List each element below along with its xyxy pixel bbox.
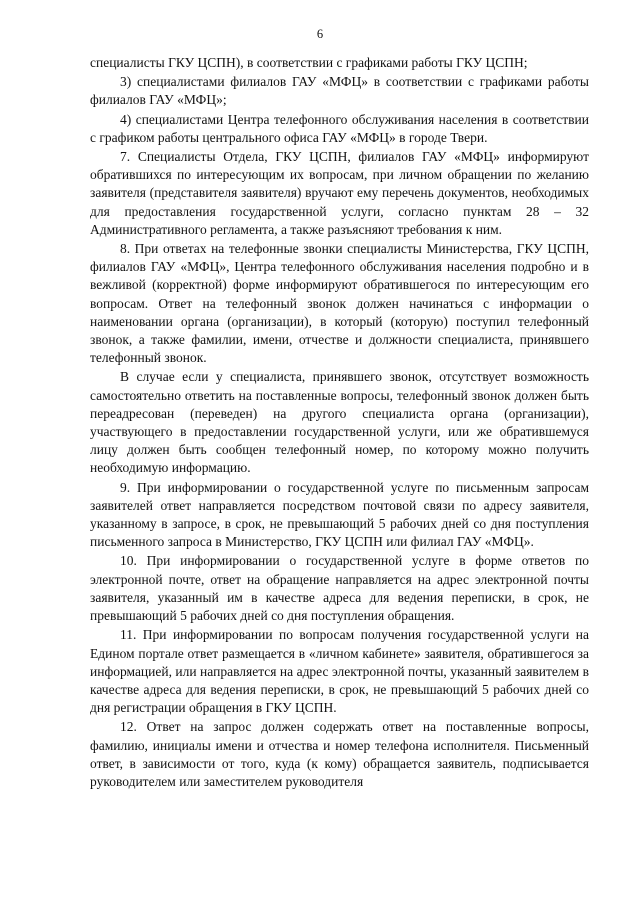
paragraph-7: 7. Специалисты Отдела, ГКУ ЦСПН, филиалов ГАУ «МФЦ» информируют обратившихся по интересующим их вопросам, при личном обращении по желанию заявителя (представителя заявителя) вручают ему перечень документов, необходимых для предоставления государственной услуги, согласно пунктам 28 – 32 Административного регламента, а также разъясняют требования к ним.	[90, 149, 589, 237]
paragraph-item-4: 4) специалистами Центра телефонного обслуживания населения в соответствии с графиком работы центрального офиса ГАУ «МФЦ» в городе Твери.	[90, 111, 589, 145]
paragraph-item-3: 3) специалистами филиалов ГАУ «МФЦ» в соответствии с графиками работы филиалов ГАУ «МФЦ»;	[90, 74, 589, 108]
paragraph-12: 12. Ответ на запрос должен содержать ответ на поставленные вопросы, фамилию, инициалы имени и отчества и номер телефона исполнителя. Письменный ответ, в зависимости от того, куда (к кому) обращается заявитель, подписывается руководителем или заместителем руководителя	[90, 719, 589, 789]
page-number: 6	[316, 27, 324, 41]
paragraph-continuation: специалисты ГКУ ЦСПН), в соответствии с графиками работы ГКУ ЦСПН;	[90, 55, 528, 70]
paragraph-9: 9. При информировании о государственной услуге по письменным запросам заявителей ответ направляется посредством почтовой связи по адресу заявителя, указанному в запросе, в срок, не превышающий 5 рабочих дней со дня поступления письменного запроса в Министерство, ГКУ ЦСПН или филиал ГАУ «МФЦ».	[90, 479, 589, 550]
paragraph-8: 8. При ответах на телефонные звонки специалисты Министерства, ГКУ ЦСПН, филиалов ГАУ «МФЦ», Центра телефонного обслуживания населения подробно и в вежливой (корректной) форме информируют обратившегося по интересующим его вопросам. Ответ на телефонный звонок должен начинаться с информации о наименовании органа (организации), в который (которую) поступил телефонный звонок, а также фамилии, имени, отчестве и должности специалиста, принявшего телефонный звонок.	[90, 241, 589, 366]
body-text	[90, 54, 589, 792]
paragraph-10: 10. При информировании о государственной услуге в форме ответов по электронной почте, ответ на обращение направляется на адрес электронной почты заявителя, указанный им в качестве адреса для ведения переписки, в срок, не превышающий 5 рабочих дней со дня поступления обращения.	[90, 553, 589, 624]
paragraph-11: 11. При информировании по вопросам получения государственной услуги на Едином портале ответ размещается в «личном кабинете» заявителя, обратившегося за информацией, или направляется на адрес электронной почты, указанный заявителем в качестве адреса для ведения переписки, в срок, не превышающий 5 рабочих дней со дня регистрации обращения в ГКУ ЦСПН.	[90, 627, 589, 716]
paragraph-8-case: В случае если у специалиста, принявшего звонок, отсутствует возможность самостоятельно ответить на поставленные вопросы, телефонный звонок должен быть переадресован (переведен) на другого специалиста органа (организации), участвующего в предоставлении государственной услуги, или же обратившемуся лицу должен быть сообщен телефонный номер, по которому можно получить необходимую информацию.	[90, 369, 589, 476]
